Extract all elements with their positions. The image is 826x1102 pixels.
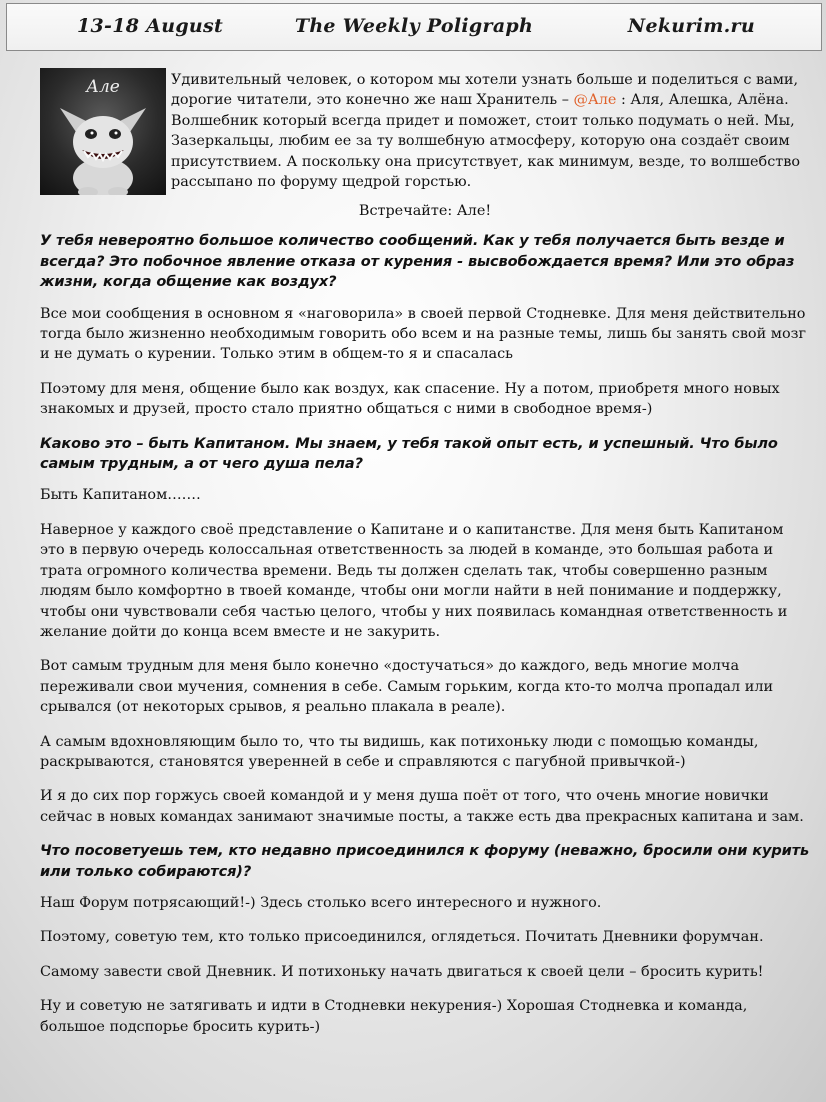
interview-question: Каково это – быть Капитаном. Мы знаем, у тебя такой опыт есть, и успешный. Что было самым трудным, а от чего душа пела? (40, 435, 778, 473)
intro-text-end: : Аля, Алешка, Алёна. Волшебник который всегда придет и поможет, стоит только подумать о ней. Мы, Зазеркальцы, любим ее за ту волшебную атмосферу, которую она создаёт своим присутствием. А поскольку она присутствует, как минимум, везде, то волшебство рассыпано по форуму щедрой горстью. (171, 92, 800, 191)
issue-date: 13-18 August (77, 15, 224, 37)
interview-answer: А самым вдохновляющим было то, что ты видишь, как потихоньку люди с помощью команды, раскрываются, становятся уверенней в себе и справляются с пагубной привычкой-) (40, 733, 759, 770)
interview-answer: Все мои сообщения в основном я «наговорила» в своей первой Стодневке. Для меня действительно тогда было жизненно необходимым говорить обо всем и на разные темы, лишь бы занять свой мозг и не думать о курении. Только этим в общем-то я и спасалась (40, 305, 806, 363)
interview-answer: Быть Капитаном……. (40, 487, 201, 504)
interview-answer: Поэтому, советую тем, кто только присоединился, оглядеться. Почитать Дневники форумчан. (40, 929, 764, 946)
avatar-label: Але (86, 77, 120, 97)
interview-question: Что посоветуешь тем, кто недавно присоединился к форуму (неважно, бросили они курить или только собираются)? (40, 843, 810, 880)
intro-text-start: Удивительный человек, о котором мы хотели узнать больше и поделиться с вами, дорогие читатели, это конечно же наш Хранитель – (171, 72, 799, 109)
interview-answer: Наш Форум потрясающий!-) Здесь столько всего интересного и нужного. (40, 894, 602, 911)
creature-avatar-icon (40, 68, 166, 195)
interview-answer: И я до сих пор горжусь своей командой и у меня душа поёт от того, что очень многие новички сейчас в новых командах занимают значимые посты, а также есть два прекрасных капитана и зам. (40, 788, 804, 825)
avatar (40, 68, 166, 195)
interview-answer: Вот самым трудным для меня было конечно «достучаться» до каждого, ведь многие молча переживали свои мучения, сомнения в себе. Самым горьким, когда кто-то молча пропадал или срывался (от некоторых срывов, я реально плакала в реале). (40, 658, 774, 716)
article (40, 68, 810, 1051)
interview-answer: Самому завести свой Дневник. И потихоньку начать двигаться к своей цели – бросить курить! (40, 963, 764, 980)
newsletter-title: The Weekly Poligraph (294, 15, 534, 37)
interview-answer: Наверное у каждого своё представление о Капитане и о капитанстве. Для меня быть Капитаном это в первую очередь колоссальная ответственность за людей в команде, это большая работа и трата огромного количества времени. Ведь ты должен сделать так, чтобы совершенно разным людям было комфортно в твоей команде, чтобы они могли найти в ней понимание и поддержку, чтобы они чувствовали себя частью целого, чтобы у них появилась командная ответственность и желание дойти до конца всем вместе и не закурить. (40, 521, 788, 640)
interview-answer: Поэтому для меня, общение было как воздух, как спасение. Ну а потом, приобретя много новых знакомых и друзей, просто стало приятно общаться с ними в свободное время-) (40, 380, 780, 418)
page-header (6, 3, 822, 51)
intro-section (40, 68, 810, 195)
interview-body (40, 231, 810, 1037)
interview-question: У тебя невероятно большое количество сообщений. Как у тебя получается быть везде и всегда? Это побочное явление отказа от курения - высвобождается время? Или это образ жизни, когда общение как воздух? (40, 233, 795, 291)
user-mention-link[interactable]: @Але (573, 92, 617, 109)
site-name: Nekurim.ru (627, 15, 755, 37)
greeting: Встречайте: Але! (358, 203, 492, 219)
interview-answer: Ну и советую не затягивать и идти в Стодневки некурения-) Хорошая Стодневка и команда, большое подспорье бросить курить-) (40, 998, 748, 1035)
